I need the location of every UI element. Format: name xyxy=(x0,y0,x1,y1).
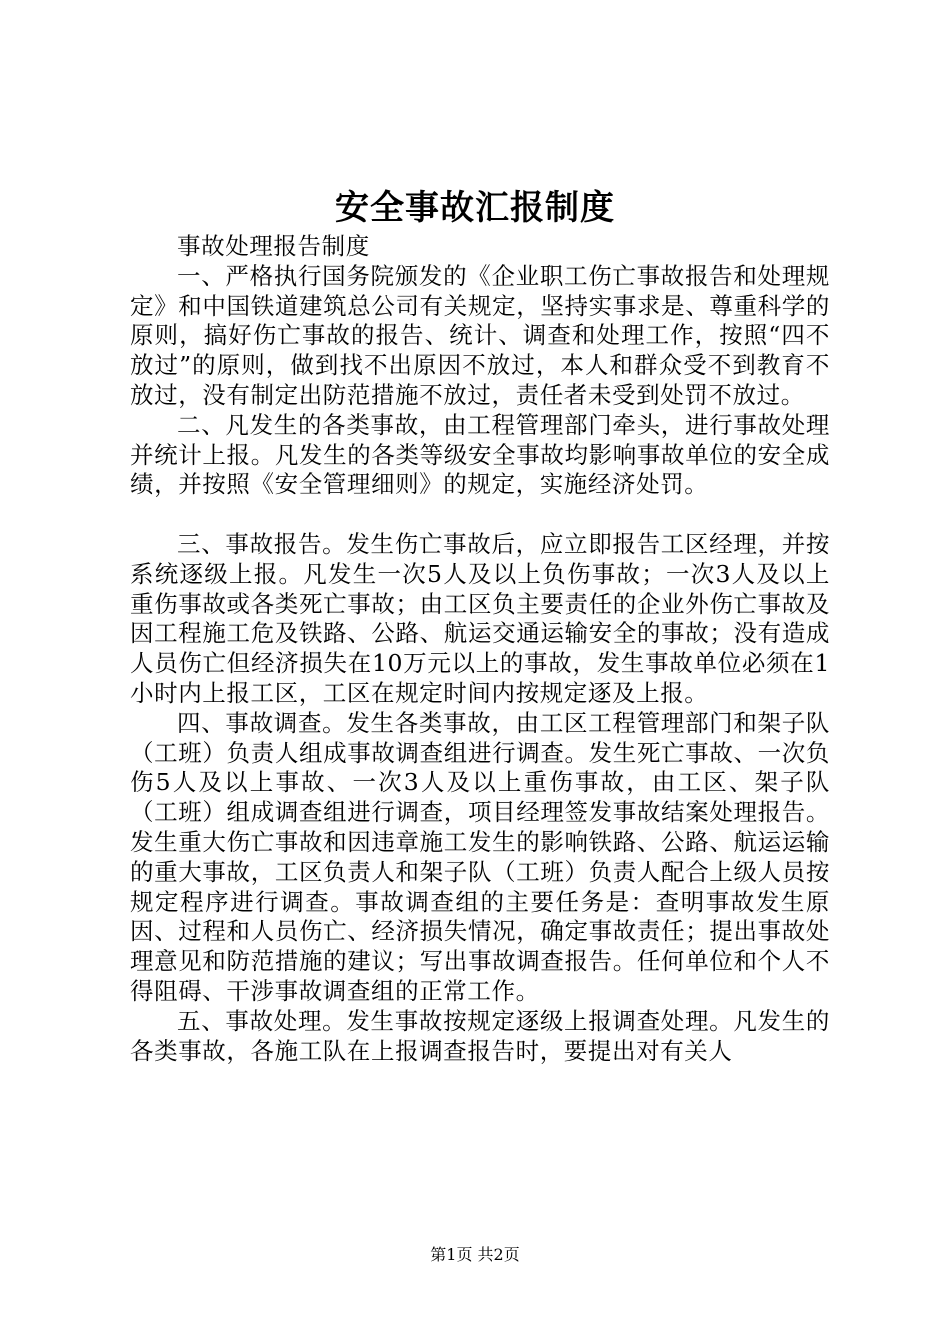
paragraph-3: 三、事故报告。发生伤亡事故后，应立即报告工区经理，并按系统逐级上报。凡发生一次5人及以上负伤事故；一次3人及以上重伤事故或各类死亡事故；由工区负主要责任的企业外伤亡事故及因工程施工危及铁路、公路、航运交通运输安全的事故；没有造成人员伤亡但经济损失在10万元以上的事故，发生事故单位必须在1小时内上报工区，工区在规定时间内按规定逐及上报。 xyxy=(130,529,830,707)
page-number: 第1页 共2页 xyxy=(430,1245,520,1264)
paragraph-5: 五、事故处理。发生事故按规定逐级上报调查处理。凡发生的各类事故，各施工队在上报调查报告时，要提出对有关人 xyxy=(130,1006,830,1065)
paragraph-4: 四、事故调查。发生各类事故，由工区工程管理部门和架子队（工班）负责人组成事故调查组进行调查。发生死亡事故、一次负伤5人及以上事故、一次3人及以上重伤事故，由工区、架子队（工班）组成调查组进行调查，项目经理签发事故结案处理报告。发生重大伤亡事故和因违章施工发生的影响铁路、公路、航运运输的重大事故，工区负责人和架子队（工班）负责人配合上级人员按规定程序进行调查。事故调查组的主要任务是：查明事故发生原因、过程和人员伤亡、经济损失情况，确定事故责任；提出事故处理意见和防范措施的建议；写出事故调查报告。任何单位和个人不得阻碍、干涉事故调查组的正常工作。 xyxy=(130,708,830,1005)
document-subtitle: 事故处理报告制度 xyxy=(177,232,370,260)
paragraph-2: 二、凡发生的各类事故，由工程管理部门牵头，进行事故处理并统计上报。凡发生的各类等级安全事故均影响事故单位的安全成绩，并按照《安全管理细则》的规定，实施经济处罚。 xyxy=(130,410,830,499)
paragraph-1: 一、严格执行国务院颁发的《企业职工伤亡事故报告和处理规定》和中国铁道建筑总公司有关规定，坚持实事求是、尊重科学的原则，搞好伤亡事故的报告、统计、调查和处理工作，按照“四不放过”的原则，做到找不出原因不放过，本人和群众受不到教育不放过，没有制定出防范措施不放过，责任者未受到处罚不放过。 xyxy=(130,261,830,409)
document-title: 安全事故汇报制度 xyxy=(335,188,615,228)
document-body xyxy=(130,232,830,1066)
